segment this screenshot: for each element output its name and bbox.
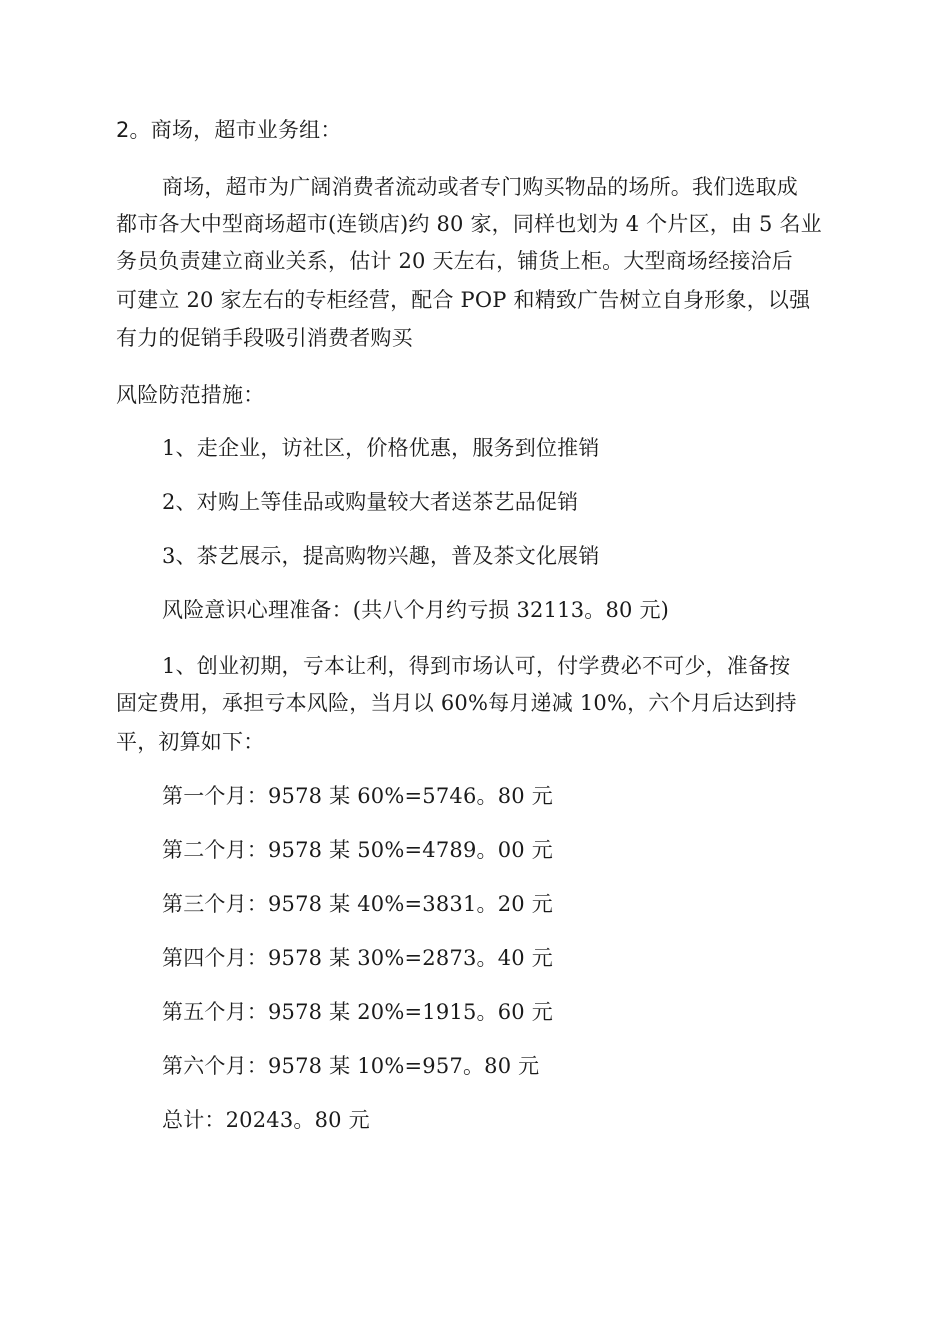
paragraph-line: 务员负责建立商业关系，估计 20 天左右，铺货上柜。大型商场经接洽后 — [116, 249, 793, 273]
list-item: 第二个月：9578 某 50%=4789。00 元 — [162, 838, 553, 862]
paragraph-line: 固定费用，承担亏本风险，当月以 60%每月递减 10%，六个月后达到持 — [116, 691, 797, 715]
list-item: 2、对购上等佳品或购量较大者送茶艺品促销 — [162, 490, 579, 514]
paragraph-line: 可建立 20 家左右的专柜经营，配合 POP 和精致广告树立自身形象，以强 — [116, 288, 811, 312]
list-item: 第五个月：9578 某 20%=1915。60 元 — [162, 1000, 553, 1024]
list-item: 第四个月：9578 某 30%=2873。40 元 — [162, 946, 553, 970]
section-heading: 2。商场，超市业务组： — [116, 118, 342, 142]
list-item: 3、茶艺展示，提高购物兴趣，普及茶文化展销 — [162, 544, 600, 568]
list-item: 第一个月：9578 某 60%=5746。80 元 — [162, 784, 553, 808]
risk-heading: 风险防范措施： — [116, 383, 265, 407]
paragraph-line: 1、创业初期，亏本让利，得到市场认可，付学费必不可少，准备按 — [162, 654, 791, 678]
list-item: 第六个月：9578 某 10%=957。80 元 — [162, 1054, 540, 1078]
total-line: 总计：20243。80 元 — [162, 1108, 370, 1132]
list-item: 第三个月：9578 某 40%=3831。20 元 — [162, 892, 553, 916]
paragraph-line: 商场，超市为广阔消费者流动或者专门购买物品的场所。我们选取成 — [162, 175, 798, 199]
list-item: 1、走企业，访社区，价格优惠，服务到位推销 — [162, 436, 600, 460]
risk-awareness: 风险意识心理准备：(共八个月约亏损 32113。80 元) — [162, 598, 670, 622]
paragraph-line: 有力的促销手段吸引消费者购买 — [116, 326, 413, 350]
paragraph-line: 都市各大中型商场超市(连锁店)约 80 家，同样也划为 4 个片区，由 5 名业 — [116, 212, 822, 236]
paragraph-line: 平，初算如下： — [116, 730, 265, 754]
